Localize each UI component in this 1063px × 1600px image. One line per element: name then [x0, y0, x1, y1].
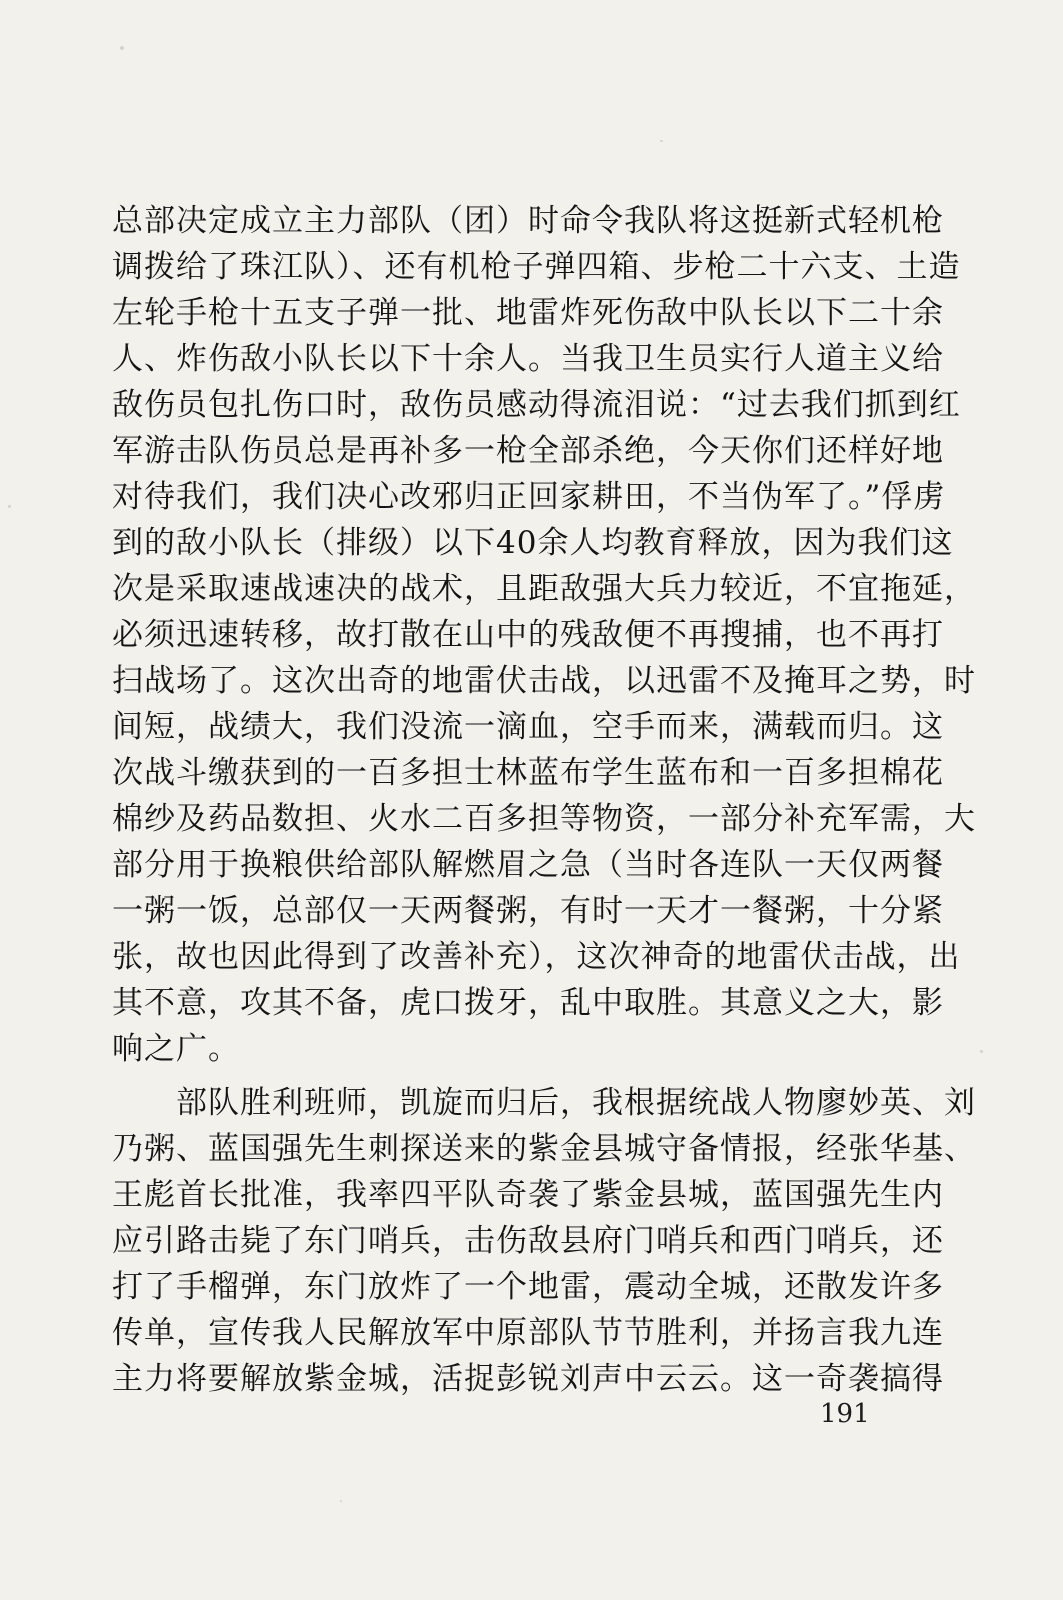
text-line: 左轮手枪十五支子弹一批、地雷炸死伤敌中队长以下二十余 [112, 295, 944, 331]
text-line: 张，故也因此得到了改善补充），这次神奇的地雷伏击战，出 [112, 939, 961, 975]
text-line: 扫战场了。这次出奇的地雷伏击战，以迅雷不及掩耳之势，时 [112, 663, 976, 699]
paragraph-2 [112, 1080, 976, 1402]
text-line: 传单，宣传我人民解放军中原部队节节胜利，并扬言我九连 [112, 1315, 944, 1351]
scan-speck [8, 505, 11, 508]
text-line: 应引路击毙了东门哨兵，击伤敌县府门哨兵和西门哨兵，还 [112, 1223, 944, 1259]
scan-speck [660, 140, 663, 142]
text-line: 间短，战绩大，我们没流一滴血，空手而来，满载而归。这 [112, 709, 944, 745]
scan-speck [980, 1050, 983, 1053]
text-line: 部队胜利班师，凯旋而归后，我根据统战人物廖妙英、刘 [112, 1085, 976, 1121]
text-line: 响之广。 [112, 1031, 240, 1067]
text-line: 调拨给了珠江队）、还有机枪子弹四箱、步枪二十六支、土造 [112, 249, 961, 285]
text-line: 军游击队伤员总是再补多一枪全部杀绝，今天你们还样好地 [112, 433, 944, 469]
text-line: 乃粥、蓝国强先生刺探送来的紫金县城守备情报，经张华基、 [112, 1131, 976, 1167]
text-line: 主力将要解放紫金城，活捉彭锐刘声中云云。这一奇袭搞得 [112, 1361, 944, 1397]
text-line: 必须迅速转移，故打散在山中的残敌便不再搜捕，也不再打 [112, 617, 944, 653]
body-text [112, 198, 976, 1402]
paragraph-1 [112, 198, 976, 1072]
text-line: 其不意，攻其不备，虎口拨牙，乱中取胜。其意义之大，影 [112, 985, 944, 1021]
scan-speck [120, 46, 124, 50]
text-line: 次战斗缴获到的一百多担士林蓝布学生蓝布和一百多担棉花 [112, 755, 944, 791]
text-line: 一粥一饭，总部仅一天两餐粥，有时一天才一餐粥，十分紧 [112, 893, 944, 929]
text-line: 敌伤员包扎伤口时，敌伤员感动得流泪说：“过去我们抓到红 [112, 387, 961, 423]
text-line: 部分用于换粮供给部队解燃眉之急（当时各连队一天仅两餐 [112, 847, 944, 883]
text-line: 人、炸伤敌小队长以下十余人。当我卫生员实行人道主义给 [112, 341, 944, 377]
text-line: 打了手榴弹，东门放炸了一个地雷，震动全城，还散发许多 [112, 1269, 944, 1305]
text-line: 次是采取速战速决的战术，且距敌强大兵力较近，不宜拖延， [112, 571, 976, 607]
text-line: 王彪首长批准，我率四平队奇袭了紫金县城，蓝国强先生内 [112, 1177, 944, 1213]
text-line: 到的敌小队长（排级）以下40余人均教育释放，因为我们这 [112, 525, 954, 561]
page-number: 191 [820, 1399, 870, 1429]
text-line: 总部决定成立主力部队（团）时命令我队将这挺新式轻机枪 [112, 203, 944, 239]
text-line: 棉纱及药品数担、火水二百多担等物资，一部分补充军需，大 [112, 801, 976, 837]
scan-speck [340, 1500, 342, 1502]
text-line: 对待我们，我们决心改邪归正回家耕田，不当伪军了。”俘虏 [112, 479, 946, 515]
